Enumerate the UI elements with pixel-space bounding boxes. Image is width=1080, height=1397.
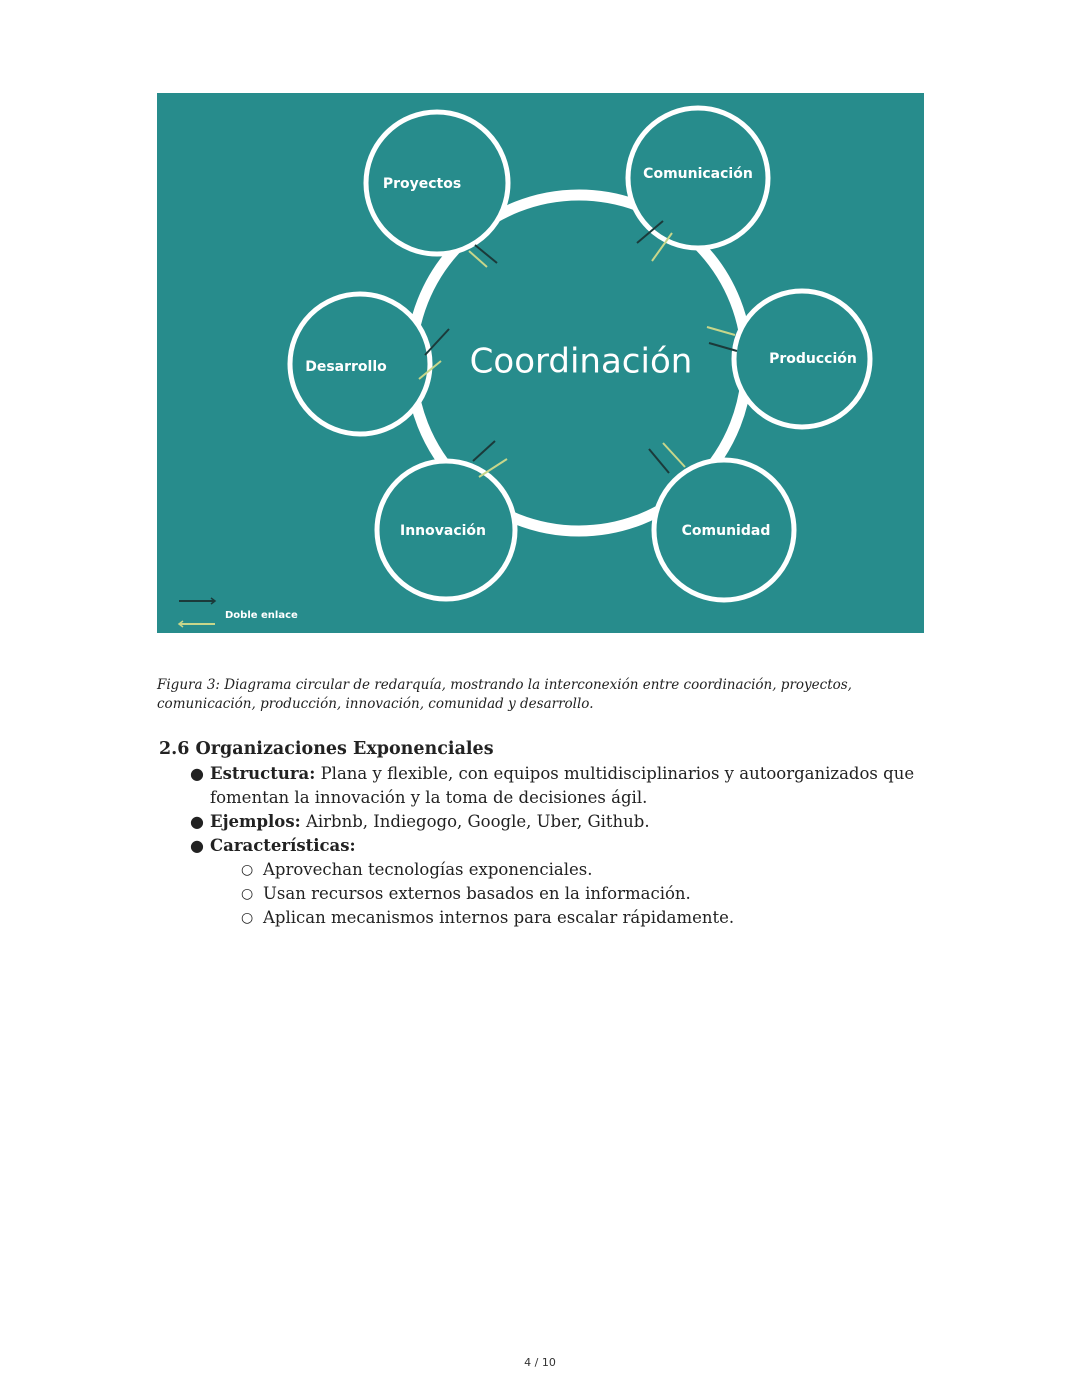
- list-item-text: Plana y flexible, con equipos multidisciplinarios y autoorganizados que fomentan la innovación y la toma de decisiones ágil.: [210, 764, 915, 807]
- sub-list-item-text: Aprovechan tecnologías exponenciales.: [263, 860, 593, 879]
- list-item-label: Ejemplos:: [210, 812, 301, 831]
- bullet-icon: ●: [190, 836, 204, 855]
- redarquia-figure: [157, 93, 924, 633]
- sub-list-item-text: Aplican mecanismos internos para escalar rápidamente.: [263, 908, 735, 927]
- hollow-bullet-icon: ○: [241, 910, 254, 926]
- sub-list-item: [241, 882, 959, 906]
- node-label-desarrollo: Desarrollo: [305, 359, 387, 375]
- figure-caption: Figura 3: Diagrama circular de redarquía, mostrando la interconexión entre coordinación, proyectos, comunicación, producción, innovación, comunidad y desarrollo.: [157, 677, 852, 712]
- sub-list-item: [241, 906, 959, 930]
- section-list: [159, 762, 959, 930]
- node-label-comunidad: Comunidad: [681, 523, 771, 539]
- center-label: Coordinación: [469, 341, 693, 382]
- section-exponential-organizations: [159, 736, 959, 930]
- bullet-icon: ●: [190, 812, 204, 831]
- legend-label: Doble enlace: [225, 610, 298, 621]
- sub-list-item-text: Usan recursos externos basados en la información.: [263, 884, 691, 903]
- node-label-comunicacion: Comunicación: [643, 166, 753, 182]
- redarquia-diagram: [157, 93, 924, 633]
- hollow-bullet-icon: ○: [241, 886, 254, 902]
- section-title: 2.6 Organizaciones Exponenciales: [159, 739, 494, 759]
- list-item-text: Airbnb, Indiegogo, Google, Uber, Github.: [300, 812, 650, 831]
- list-item: [190, 762, 959, 810]
- node-label-proyectos: Proyectos: [382, 176, 462, 192]
- hollow-bullet-icon: ○: [241, 862, 254, 878]
- list-item-label: Características:: [210, 836, 356, 855]
- sub-list-item: [241, 858, 959, 882]
- list-item: [190, 834, 959, 930]
- bullet-icon: ●: [190, 764, 204, 783]
- page-number: 4 / 10: [524, 1356, 556, 1369]
- sub-list: [210, 858, 959, 930]
- node-label-produccion: Producción: [769, 351, 857, 367]
- node-label-innovacion: Innovación: [399, 523, 487, 539]
- list-item: [190, 810, 959, 834]
- list-item-label: Estructura:: [210, 764, 316, 783]
